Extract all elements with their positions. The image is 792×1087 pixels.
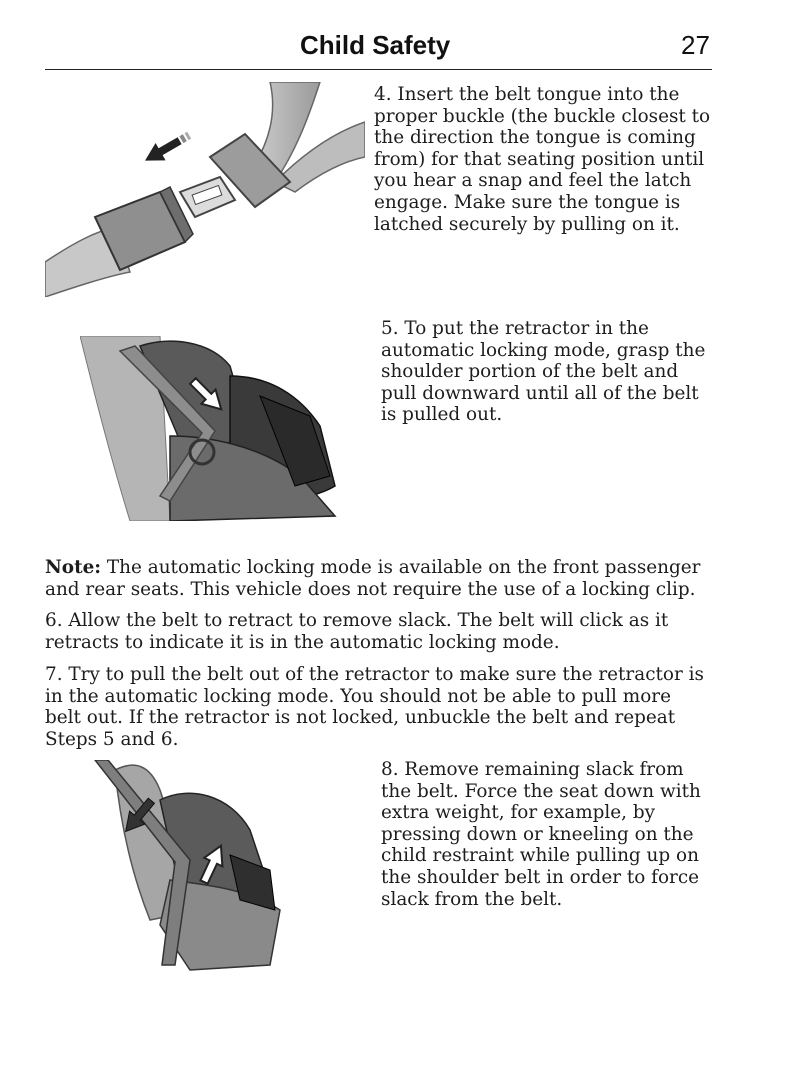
page-number: 27 (681, 30, 710, 60)
step-5-text: 5. To put the retractor in the automatic locking mode, grasp the shoulder portion of the belt and pull downward until all of the belt is pulled out. (381, 318, 706, 426)
step-7-text: 7. Try to pull the belt out of the retractor to make sure the retractor is in the automatic locking mode. You should not be able to pull more belt out. If the retractor is not locked, unbuckle the belt and repeat Steps 5 and 6. (45, 664, 704, 750)
page-title: Child Safety (300, 30, 451, 60)
arrow-icon (140, 127, 194, 170)
note-paragraph (45, 557, 712, 600)
step-6-text: 6. Allow the belt to retract to remove slack. The belt will click as it retracts to indicate it is in the automatic locking mode. (45, 610, 669, 653)
belt-buckle-illustration (45, 82, 365, 297)
child-seat-press-illustration (90, 760, 290, 975)
step-8-text: 8. Remove remaining slack from the belt. Force the seat down with extra weight, for example, by pressing down or kneeling on the child restraint while pulling up on the shoulder belt in order to force slack from the belt. (381, 759, 701, 910)
note-label: Note: (45, 557, 102, 578)
step-4-text: 4. Insert the belt tongue into the proper buckle (the buckle closest to the direction the tongue is coming from) for that seating position until you hear a snap and feel the latch engage. Make sure the tongue is latched securely by pulling on it. (374, 84, 711, 235)
note-text: The automatic locking mode is available on the front passenger and rear seats. This vehicle does not require the use of a locking clip. (45, 557, 701, 600)
header-divider (45, 69, 712, 70)
child-seat-belt-pull-illustration (80, 336, 340, 521)
